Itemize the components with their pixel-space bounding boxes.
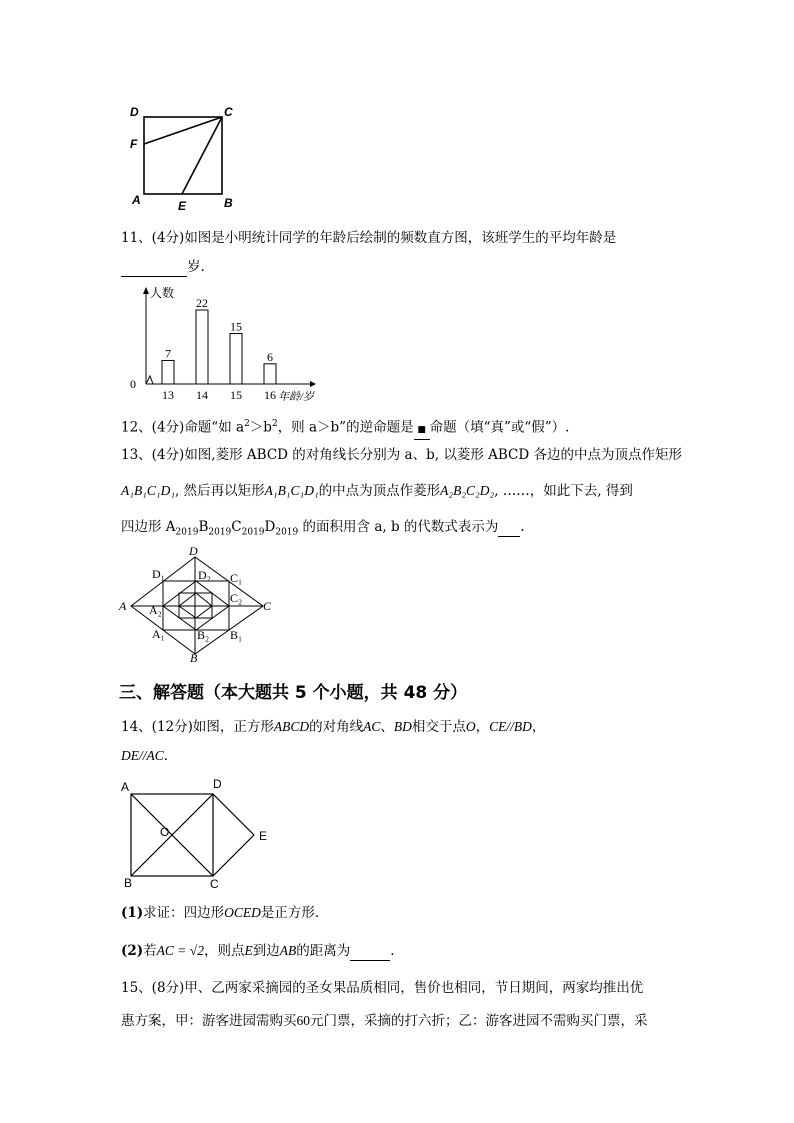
q11-line2 <box>121 258 205 277</box>
bar-value-label: 6 <box>267 349 273 364</box>
bar-13 <box>162 360 174 384</box>
section-3-title: 三、解答题（本大题共 5 个小题，共 48 分） <box>119 683 468 703</box>
q15-line1-text: 甲、乙两家采摘园的圣女果品质相同，售价也相同，节日期间，两家均推出优 <box>184 980 644 996</box>
x-axis-label: 年龄/岁 <box>278 391 315 403</box>
label-b2: B₂ <box>197 628 210 642</box>
figure-rhombus <box>116 544 286 668</box>
x-axis-arrow-icon <box>310 381 316 387</box>
figure-square-fe <box>128 104 238 214</box>
origin-label: 0 <box>130 377 136 391</box>
q14-ac: AC <box>363 719 381 734</box>
q13-answer-blank[interactable] <box>498 518 520 537</box>
label-a2: A₂ <box>149 603 162 617</box>
q14-line1-a: 如图，正方形 <box>192 719 274 735</box>
q13-line2 <box>121 482 633 500</box>
q14-line1-e: 、 <box>380 719 394 735</box>
q14-part2-e: 到边 <box>252 943 280 959</box>
q14-ac-eq: AC = √2 <box>156 943 204 958</box>
label-d2: D₂ <box>198 568 211 582</box>
q15-line2-a: 惠方案，甲：游客进园需购买 <box>121 1013 297 1029</box>
label-c: C <box>224 105 233 119</box>
q14-part1 <box>121 904 319 922</box>
histogram-svg <box>120 284 330 406</box>
q14-part1-num: (1) <box>121 905 144 921</box>
q13-rhombus-name-2: A₂B₂C₂D₂ <box>440 483 495 498</box>
q14-line1-k: ， <box>531 719 546 735</box>
q13-line2-b: , 然后再以矩形 <box>175 483 265 499</box>
q14-part2-g: 的距离为 <box>296 943 351 959</box>
q13-sub1: 2019 <box>175 527 199 538</box>
label-c-right: C <box>263 599 272 613</box>
q12-line: 12、(4分)命题“如 $a^2>b^2$，则 a＞b”的逆命题是 ■ 命题（填“真”或“假”）. <box>121 415 569 440</box>
q13-line3-c: C <box>231 519 242 535</box>
square-fe-diagram <box>128 104 238 214</box>
q15-line2-c: 元门票，采摘的打六折；乙：游客进园不需购买门票，采 <box>310 1013 648 1029</box>
label-a-left: A <box>119 599 127 613</box>
x-tick-label: 13 <box>162 388 174 402</box>
y-axis-arrow-icon <box>143 287 149 294</box>
q11-text: 如图是小明统计同学的年龄后绘制的频数直方图，该班学生的平均年龄是 <box>184 230 617 246</box>
q14-ce-bd: CE//BD <box>489 719 532 734</box>
bar-16 <box>264 364 276 384</box>
q12-text-after: 命题（填“真”或“假”）. <box>429 419 570 436</box>
q11-number: 11、(4分) <box>121 230 185 246</box>
label-e-sq: E <box>259 829 268 843</box>
q15-line2 <box>121 1012 648 1030</box>
q14-line1-c: 的对角线 <box>309 719 364 735</box>
label-f: F <box>130 137 138 151</box>
x-tick-label: 16 <box>264 388 276 402</box>
q13-line3-end: . <box>520 519 525 535</box>
q14-line1-g: 相交于点 <box>411 719 466 735</box>
q14-line1 <box>121 718 545 736</box>
label-b-sq: B <box>124 876 133 890</box>
q15-line1 <box>121 979 643 997</box>
label-d-top: D <box>189 544 198 558</box>
q14-part1-a: 求证：四边形 <box>143 905 225 921</box>
q11-line1 <box>121 229 616 247</box>
bar-15 <box>230 334 242 384</box>
q13-sub4: 2019 <box>275 527 299 538</box>
label-c2: C₂ <box>230 591 243 605</box>
label-b1: B₁ <box>230 628 243 642</box>
label-b-bottom: B <box>190 651 198 665</box>
q12-text-mid2: ，则 a＞b”的逆命题是 <box>277 419 414 436</box>
q14-oced: OCED <box>224 905 261 920</box>
label-e: E <box>178 199 187 213</box>
q14-de-ac: DE//AC <box>121 748 164 763</box>
bar-14 <box>196 310 208 384</box>
y-axis-label: 人数 <box>150 286 175 300</box>
q13-line3-a: 四边形 A <box>121 519 176 535</box>
q13-number: 13、(4分) <box>121 447 185 463</box>
q14-part2-c: ，则点 <box>203 943 245 959</box>
q14-part2 <box>121 942 395 961</box>
label-d-sq: D <box>213 777 222 791</box>
q14-line2-end: . <box>163 748 169 764</box>
q15-price: 60 <box>296 1013 310 1028</box>
q14-bd: BD <box>393 719 412 734</box>
label-b: B <box>224 196 233 210</box>
q13-sub2: 2019 <box>208 527 232 538</box>
q13-line1 <box>121 446 682 464</box>
label-d: D <box>130 105 139 119</box>
q14-part2-a: 若 <box>143 943 157 959</box>
q11-answer-blank[interactable] <box>121 258 187 277</box>
q14-number: 14、(12分) <box>121 719 193 735</box>
rhombus-diagram <box>116 544 286 668</box>
x-tick-label: 14 <box>196 388 208 402</box>
label-a-sq: A <box>121 780 130 794</box>
q13-line2-d: 的中点为顶点作菱形 <box>318 483 441 499</box>
q12-text-mid1: ＞b <box>249 419 272 436</box>
q13-rect-name-2: A₁B₁C₁D₁ <box>264 483 319 498</box>
q14-line1-i: ， <box>475 719 490 735</box>
bar-value-label: 7 <box>165 346 171 361</box>
q14-e: E <box>244 943 253 958</box>
label-c-sq: C <box>210 877 219 891</box>
q13-line3 <box>121 518 525 542</box>
q14-line2 <box>121 747 168 765</box>
q12-text-before: 命题“如 a <box>184 419 245 436</box>
q11-unit: 岁. <box>187 259 205 275</box>
label-o-sq: O <box>160 825 170 839</box>
q14-ab: AB <box>279 943 297 958</box>
figure-square-oe <box>116 774 276 892</box>
bar-value-label: 22 <box>196 296 208 310</box>
q14-part1-c: 是正方形. <box>260 905 320 921</box>
q13-rect-name-1: A₁B₁C₁D₁ <box>121 483 176 498</box>
label-a: A <box>132 193 141 207</box>
x-tick-label: 15 <box>230 388 242 402</box>
q14-o: O <box>465 719 476 734</box>
q13-line3-e: 的面积用含 a, b 的代数式表示为 <box>298 519 499 535</box>
q14-part2-end: . <box>390 943 395 959</box>
label-c1: C₁ <box>230 571 243 585</box>
q14-part2-num: (2) <box>121 943 144 959</box>
label-d1: D₁ <box>152 567 165 581</box>
q15-number: 15、(8分) <box>121 980 185 996</box>
bar-value-label: 15 <box>230 319 242 334</box>
q13-line3-d: D <box>264 519 276 535</box>
q12-number: 12、(4分) <box>121 419 185 436</box>
q14-answer-blank[interactable] <box>350 942 390 961</box>
histogram <box>120 284 330 406</box>
square-oe-diagram <box>116 774 276 892</box>
q13-line2-f: , ……，如此下去, 得到 <box>494 483 633 499</box>
q12-answer-blank[interactable]: ■ <box>414 421 430 440</box>
axis-break-icon <box>146 376 153 384</box>
label-a1: A₁ <box>152 627 165 641</box>
q13-line1-text: 如图,菱形 ABCD 的对角线长分别为 a、b, 以菱形 ABCD 各边的中点为顶点作矩形 <box>184 447 682 463</box>
q13-sub3: 2019 <box>241 527 265 538</box>
q13-line3-b: B <box>198 519 209 535</box>
q14-square-name: ABCD <box>273 719 310 734</box>
